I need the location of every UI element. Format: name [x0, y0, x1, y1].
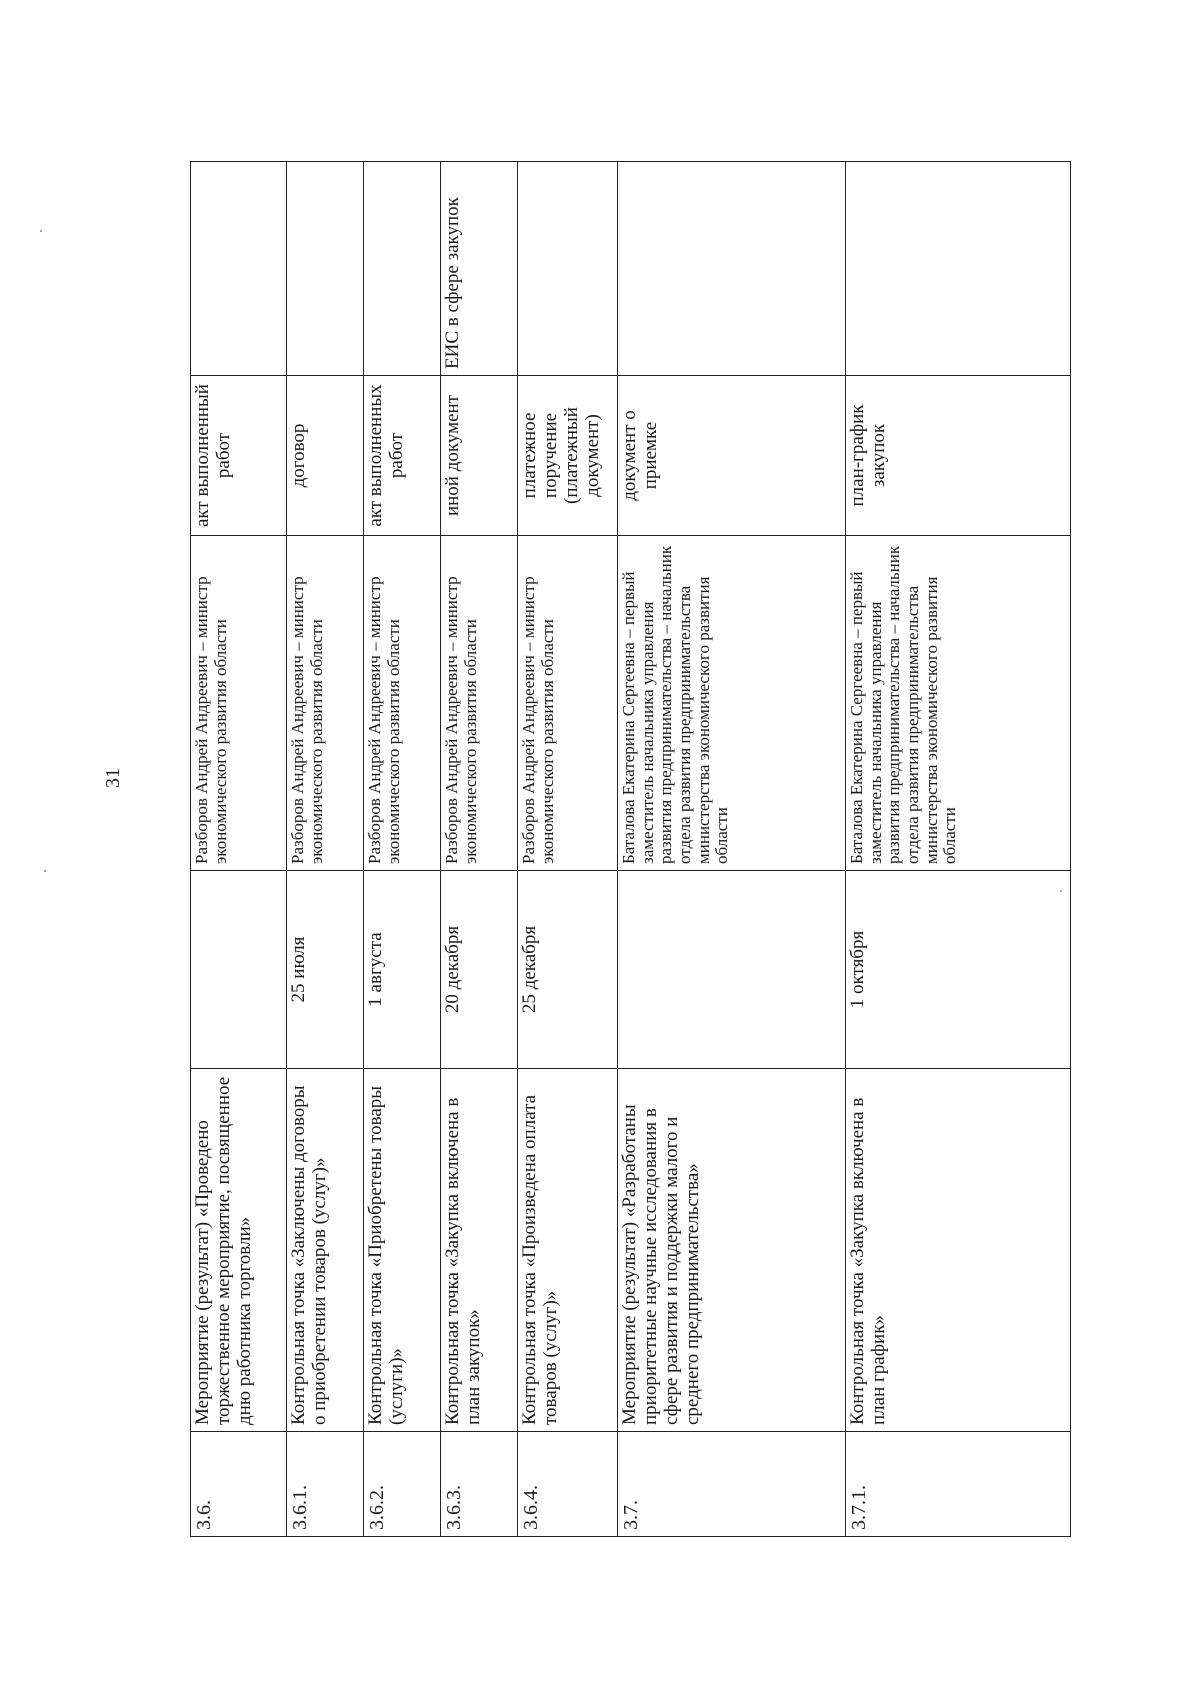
row-number: 3.7. — [618, 1432, 846, 1537]
row-date: 1 августа — [364, 871, 441, 1069]
row-responsible: Разборов Андрей Андреевич – министр экономического развития области — [441, 536, 518, 871]
page-number: 31 — [102, 768, 124, 788]
row-system: ЕИС в сфере закупок — [441, 162, 518, 376]
row-number: 3.6. — [191, 1432, 287, 1537]
table-row — [846, 162, 1071, 1537]
row-number: 3.6.4. — [518, 1432, 618, 1537]
row-responsible: Баталова Екатерина Сергеевна – первый заместитель начальника управления развития предпринимательства – начальник отдела развития предпринимательства министерства экономического развития области — [846, 536, 1071, 871]
scan-speck — [1060, 890, 1062, 892]
row-system — [618, 162, 846, 376]
rotated-table-wrapper — [190, 162, 1070, 1537]
row-title: Контрольная точка «Закупка включена в план закупок» — [441, 1069, 518, 1432]
table-row — [287, 162, 364, 1537]
row-system — [518, 162, 618, 376]
row-title: Мероприятие (результат) «Проведено торжественное мероприятие, посвященное дню работника торговли» — [191, 1069, 287, 1432]
table-row — [191, 162, 287, 1537]
row-title: Контрольная точка «Закупка включена в план график» — [846, 1069, 1071, 1432]
row-document: акт выполненный работ — [191, 376, 287, 536]
row-date: 25 июля — [287, 871, 364, 1069]
row-number: 3.6.2. — [364, 1432, 441, 1537]
row-system — [287, 162, 364, 376]
table-row — [441, 162, 518, 1537]
table-row — [518, 162, 618, 1537]
row-number: 3.7.1. — [846, 1432, 1071, 1537]
row-responsible: Разборов Андрей Андреевич – министр экономического развития области — [518, 536, 618, 871]
row-document: акт выполненных работ — [364, 376, 441, 536]
row-document: иной документ — [441, 376, 518, 536]
row-responsible: Разборов Андрей Андреевич – министр экономического развития области — [364, 536, 441, 871]
row-title: Контрольная точка «Произведена оплата товаров (услуг)» — [518, 1069, 618, 1432]
row-document: план-график закупок — [846, 376, 1071, 536]
row-responsible: Баталова Екатерина Сергеевна – первый заместитель начальника управления развития предпринимательства – начальник отдела развития предпринимательства министерства экономического развития области — [618, 536, 846, 871]
row-title: Контрольная точка «Приобретены товары (услуги)» — [364, 1069, 441, 1432]
row-document: договор — [287, 376, 364, 536]
row-date: 1 октября — [846, 871, 1071, 1069]
plan-table — [190, 161, 1071, 1537]
row-document: платежное поручение (платежный документ) — [518, 376, 618, 536]
scan-speck — [40, 230, 42, 232]
row-responsible: Разборов Андрей Андреевич – министр экономического развития области — [191, 536, 287, 871]
row-date: 25 декабря — [518, 871, 618, 1069]
row-number: 3.6.3. — [441, 1432, 518, 1537]
table-row — [618, 162, 846, 1537]
row-date — [191, 871, 287, 1069]
row-document: документ о приемке — [618, 376, 846, 536]
row-system — [364, 162, 441, 376]
row-responsible: Разборов Андрей Андреевич – министр экономического развития области — [287, 536, 364, 871]
row-date: 20 декабря — [441, 871, 518, 1069]
row-system — [191, 162, 287, 376]
scan-speck — [44, 870, 46, 872]
row-system — [846, 162, 1071, 376]
table-row — [364, 162, 441, 1537]
row-title: Мероприятие (результат) «Разработаны приоритетные научные исследования в сфере развития и поддержки малого и среднего предпринимательства» — [618, 1069, 846, 1432]
row-title: Контрольная точка «Заключены договоры о приобретении товаров (услуг)» — [287, 1069, 364, 1432]
row-date — [618, 871, 846, 1069]
row-number: 3.6.1. — [287, 1432, 364, 1537]
